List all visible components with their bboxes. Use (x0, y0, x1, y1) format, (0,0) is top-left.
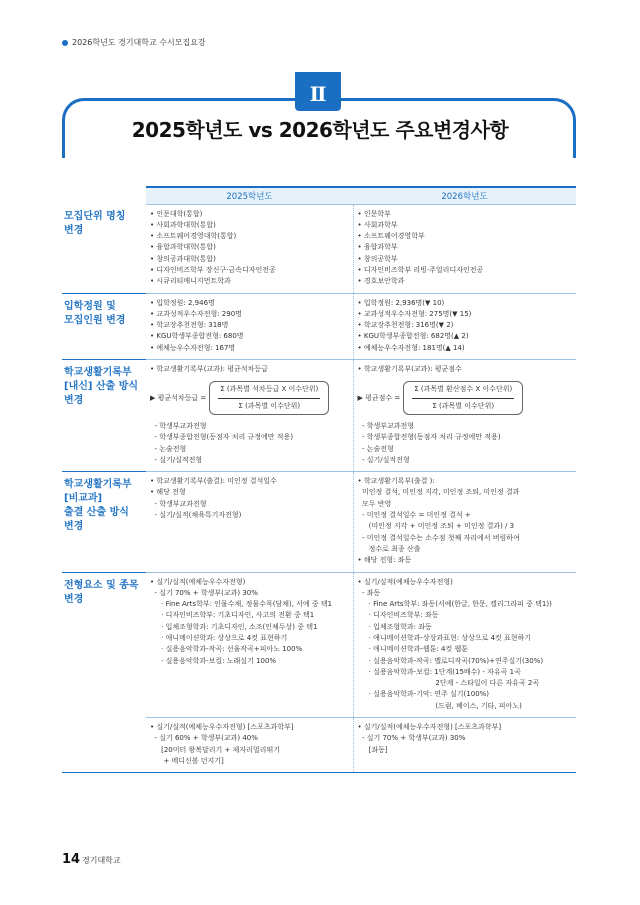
cell-line: • 해당 전형: 좌동 (357, 556, 412, 565)
cell-line: - 실기 70% + 학생부(교과) 30% (150, 588, 258, 597)
cell-line: • 실기/실적(예체능우수자전형) [스포츠과학부] (150, 723, 294, 732)
cell-line: 모두 반영 (357, 499, 392, 508)
cell-line: • 인문대학(통합) (150, 209, 203, 218)
category-line: 전형요소 및 종목 (64, 579, 139, 591)
cell-line: 2단계 - 스타일이 다른 자유곡 2곡 (357, 679, 540, 688)
formula-denominator: Σ (과목별 이수단위) (238, 401, 301, 410)
cell-line: (드럼, 베이스, 기타, 피아노) (357, 701, 522, 710)
category-line: [비교과] (64, 493, 103, 505)
cell-line: · 입체조형학과: 기초디자인, 소조(인체두상) 중 택1 (150, 622, 318, 631)
cell-line: • 실기/실적(예체능우수자전형) (150, 577, 246, 586)
formula-numerator: Σ (과목별 석차등급 X 이수단위) (218, 384, 320, 398)
row-category (62, 472, 146, 572)
cell-line: · 디자인비즈학부: 좌동 (357, 611, 439, 620)
cell-line: (미인정 지각 + 미인정 조퇴 + 미인정 결과) / 3 (357, 522, 515, 531)
header-blank (62, 187, 146, 204)
cell-line: • 입학정원: 2,936명(▼ 10) (357, 298, 445, 307)
cell-2026 (353, 718, 576, 773)
cell-line: • 융합과학부 (357, 243, 398, 252)
cell-line: - 실기/실적(체육특기자전형) (150, 511, 242, 520)
cell-line: · Fine Arts학부: 좌동(서예(한글, 한문, 캘리그라피 중 택1)) (357, 600, 552, 609)
cell-line: · 애니메이션학과-상상과표현: 상상으로 4컷 표현하기 (357, 634, 532, 642)
cell-2025 (146, 204, 353, 293)
cell-line: • 인문학부 (357, 209, 391, 218)
row-category (62, 293, 146, 359)
cell-line: • 교과성적우수자전형: 290명 (150, 309, 242, 318)
cell-line: • 학교생활기록부(교과): 평균점수 (357, 365, 462, 374)
cell-line: • 예체능우수자전형: 167명 (150, 343, 236, 352)
cell-2025 (146, 472, 353, 572)
cell-line: • 디자인비즈학부 장신구·금속디자인전공 (150, 265, 276, 274)
bullet-dot-icon (62, 40, 68, 46)
category-line: 입학정원 및 (64, 300, 116, 312)
footer-university: 경기대학교 (82, 856, 121, 865)
category-line: 변경 (64, 395, 84, 407)
cell-line: • 예체능우수자전형: 181명(▲ 14) (357, 343, 465, 352)
cell-line: - 실기/실적전형 (357, 455, 410, 464)
category-line: 변경 (64, 593, 84, 605)
formula-denominator: Σ (과목별 이수단위) (432, 401, 495, 410)
cell-line: • 학교생활기록부(교과): 평균석차등급 (150, 365, 268, 374)
comparison-table (62, 186, 576, 773)
cell-line: - 실기/실적전형 (150, 455, 203, 464)
cell-line: • 학교장추천전형: 318명 (150, 321, 229, 330)
cell-line: · 실용음악학과-보컬: 노래실기 100% (150, 656, 277, 665)
cell-line: - 좌동 (357, 588, 381, 597)
formula-box (209, 381, 329, 415)
cell-line: [좌동] (357, 745, 388, 754)
cell-line: · 디자인비즈학부: 기초디자인, 사고의 전환 중 택1 (150, 611, 315, 620)
doc-header (62, 37, 206, 48)
category-line: 학교생활기록부 (64, 479, 132, 491)
cell-line: · 실용음악학과-작곡: 멜로디작곡(70%)+연주실기(30%) (357, 656, 544, 665)
row-category (62, 572, 146, 773)
table-row (62, 204, 576, 293)
cell-line: • 창의공학부 (357, 254, 398, 263)
cell-2026 (353, 572, 576, 718)
cell-line: - 학생부교과전형 (150, 421, 207, 430)
table-row (62, 572, 576, 718)
cell-line: • 소프트웨어경영학부 (357, 232, 425, 241)
cell-2025 (146, 360, 353, 472)
cell-2026 (353, 472, 576, 572)
row-category (62, 204, 146, 293)
category-line: 모집단위 명칭 (64, 211, 126, 222)
cell-line: · 애니메이션학과-웹툰: 4컷 웹툰 (357, 645, 469, 654)
cell-line: • 실기/실적(예체능우수자전형) (357, 577, 453, 586)
cell-line: • KGU학생부종합전형: 682명(▲ 2) (357, 332, 469, 341)
cell-line: • 학교생활기록부(출결): 미인정 결석일수 (150, 477, 277, 486)
cell-line: 정수로 최종 산출 (357, 544, 421, 553)
cell-line: - 실기 70% + 학생부(교과) 30% (357, 734, 466, 743)
formula-numerator: Σ (과목별 환산점수 X 이수단위) (412, 384, 514, 398)
cell-line: · 실용음악학과-보컬: 1단계(15배수) - 자유곡 1곡 (357, 667, 521, 676)
page-number: 14 (62, 852, 81, 867)
category-line: 모집인원 변경 (64, 314, 126, 326)
cell-2025 (146, 572, 353, 718)
formula-box (403, 381, 523, 415)
formula (358, 381, 573, 415)
cell-line: • 융합과학대학(통합) (150, 243, 216, 252)
cell-line: · 애니메이션학과: 상상으로 4컷 표현하기 (150, 634, 288, 642)
header-2025: 2025학년도 (146, 187, 353, 204)
category-line: 출결 산출 방식 (64, 507, 129, 519)
table-row (62, 293, 576, 359)
row-category (62, 360, 146, 472)
section-badge: Ⅱ (295, 77, 341, 111)
cell-line: • 학교생활기록부(출결 ): (357, 477, 435, 486)
category-line: 변경 (64, 225, 84, 236)
cell-line: 미인정 결석, 미인정 지각, 미인정 조퇴, 미인정 결과 (357, 488, 520, 497)
cell-2026 (353, 204, 576, 293)
cell-line: - 논술전형 (357, 444, 394, 453)
cell-line: [20미터 왕복달리기 + 제자리멀리뛰기 (150, 745, 280, 754)
cell-line: • 경호보안학과 (357, 277, 405, 286)
formula-label: ▶ 평균석차등급 = (150, 393, 207, 402)
cell-line: • 시큐리티매니지먼트학과 (150, 277, 231, 286)
cell-line: • 디자인비즈학부 리빙·주얼리디자인전공 (357, 265, 484, 274)
cell-line: - 미인정 결석일수 = 미인정 결석 + (357, 511, 471, 520)
cell-line: - 학생부교과전형 (150, 499, 207, 508)
cell-line: • 창의공과대학(통합) (150, 254, 216, 263)
cell-line: • KGU학생부종합전형: 680명 (150, 332, 244, 341)
cell-line: • 사회과학부 (357, 220, 398, 229)
category-line: [내신] 산출 방식 (64, 381, 139, 393)
cell-line: - 학생부종합전형(동점자 처리 규정에만 적용) (150, 433, 294, 442)
cell-line: · 실용음악학과-작곡: 선율작곡+피아노 100% (150, 645, 303, 654)
cell-line: • 교과성적우수자전형: 275명(▼ 15) (357, 309, 472, 318)
cell-line: • 해당 전형 (150, 488, 186, 497)
category-line: 학교생활기록부 (64, 367, 132, 379)
cell-line: - 학생부교과전형 (357, 421, 415, 430)
table-row (62, 360, 576, 472)
cell-line: • 실기/실적(예체능우수자전형) [스포츠과학부] (357, 723, 502, 732)
cell-2026 (353, 360, 576, 472)
cell-line: · 실용음악학과-기악: 연주 실기(100%) (357, 690, 490, 699)
cell-line: - 학생부종합전형(동점자 처리 규정에만 적용) (357, 433, 501, 442)
cell-line: - 미인정 결석일수는 소수점 첫째 자리에서 버림하여 (357, 533, 520, 542)
page-title: 2025학년도 vs 2026학년도 주요변경사항 (131, 118, 509, 142)
table-header-row (62, 187, 576, 204)
cell-2025 (146, 293, 353, 359)
cell-2026 (353, 293, 576, 359)
cell-line: • 사회과학대학(통합) (150, 220, 216, 229)
cell-line: · 입체조형학과: 좌동 (357, 622, 432, 631)
table-row (62, 472, 576, 572)
doc-header-text: 2026학년도 경기대학교 수시모집요강 (72, 38, 206, 47)
cell-line: - 실기 60% + 학생부(교과) 40% (150, 734, 258, 743)
formula-label: ▶ 평균점수 = (357, 393, 401, 402)
cell-line: + 메디신볼 던지기] (150, 756, 224, 765)
formula (150, 381, 349, 415)
cell-2025 (146, 718, 353, 773)
cell-line: · Fine Arts학부: 인물수채, 정물수묵(담채), 서예 중 택1 (150, 600, 333, 609)
category-line: 변경 (64, 521, 84, 533)
cell-line: • 학교장추천전형: 316명(▼ 2) (357, 321, 454, 330)
cell-line: - 논술전형 (150, 444, 187, 453)
cell-line: • 소프트웨어경영대학(통합) (150, 232, 237, 241)
header-2026: 2026학년도 (353, 187, 576, 204)
cell-line: • 입학정원: 2,946명 (150, 298, 215, 307)
